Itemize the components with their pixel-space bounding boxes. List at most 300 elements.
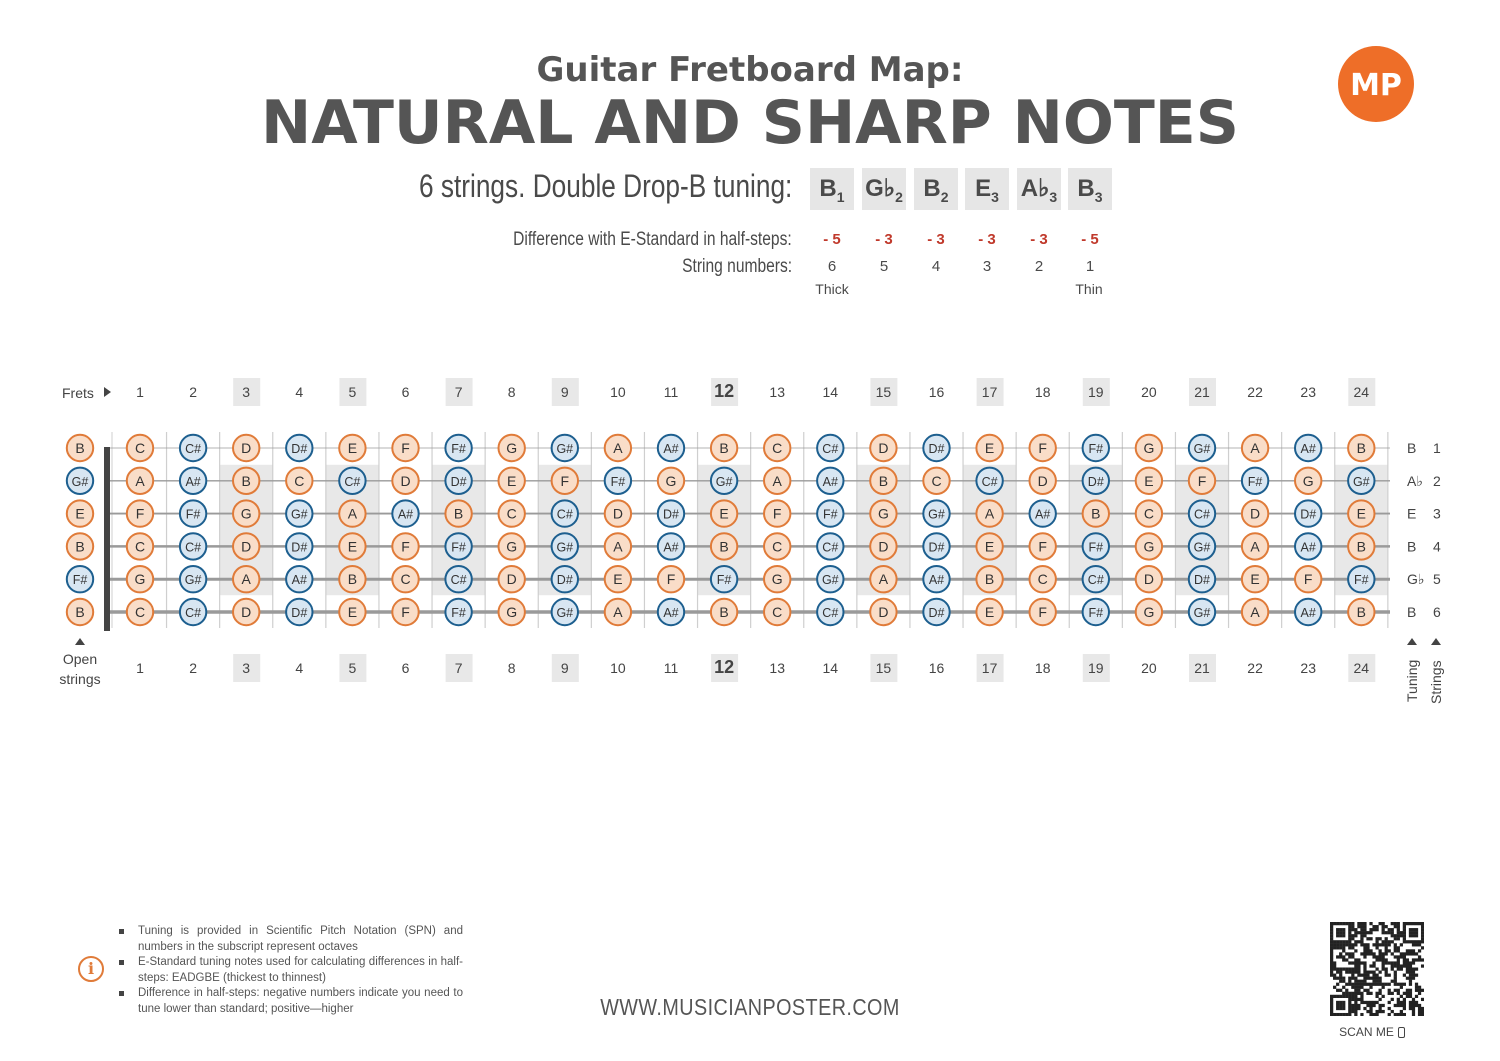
note-label: G — [1302, 472, 1314, 489]
qr-module — [1339, 1007, 1342, 1010]
qr-module — [1351, 943, 1354, 946]
qr-module — [1412, 1004, 1415, 1007]
qr-module — [1382, 961, 1385, 964]
qr-module — [1342, 946, 1345, 949]
qr-module — [1403, 964, 1406, 967]
qr-module — [1372, 983, 1375, 986]
phone-icon — [1398, 1027, 1405, 1038]
note-label: A# — [1035, 507, 1051, 522]
note-label: C# — [344, 474, 361, 489]
fret-number-top: 5 — [348, 384, 357, 400]
qr-module — [1342, 922, 1345, 925]
note-label: C# — [1194, 507, 1210, 522]
qr-module — [1333, 974, 1336, 977]
qr-module — [1372, 980, 1375, 983]
qr-module — [1366, 989, 1369, 992]
qr-module — [1357, 958, 1360, 961]
qr-module — [1357, 986, 1360, 989]
qr-module — [1360, 940, 1363, 943]
half-step-diff: - 3 — [875, 231, 893, 248]
qr-module — [1351, 977, 1354, 980]
qr-module — [1412, 1001, 1415, 1004]
qr-module — [1382, 952, 1385, 955]
qr-module — [1406, 958, 1409, 961]
qr-module — [1397, 925, 1400, 928]
note-label: B — [1356, 440, 1366, 456]
qr-module — [1415, 943, 1418, 946]
note-label: A# — [397, 507, 414, 522]
note-label: A# — [185, 474, 201, 489]
qr-module — [1345, 995, 1348, 998]
qr-module — [1409, 922, 1412, 925]
qr-module — [1342, 1013, 1345, 1016]
qr-code — [1330, 922, 1424, 1016]
qr-module — [1336, 946, 1339, 949]
fret-number-top: 23 — [1300, 384, 1316, 400]
qr-module — [1357, 940, 1360, 943]
qr-module — [1421, 937, 1424, 940]
qr-module — [1351, 1010, 1354, 1013]
note-label: G — [134, 571, 146, 588]
qr-module — [1418, 1004, 1421, 1007]
qr-module — [1339, 971, 1342, 974]
qr-module — [1388, 1007, 1391, 1010]
fret-number-top: 3 — [242, 384, 251, 400]
qr-module — [1394, 949, 1397, 952]
note-label: C# — [822, 540, 839, 555]
note-label: E — [347, 538, 358, 555]
qr-module — [1379, 958, 1382, 961]
qr-module — [1394, 1013, 1397, 1016]
qr-module — [1330, 1013, 1333, 1016]
qr-module — [1397, 946, 1400, 949]
qr-module — [1348, 1010, 1351, 1013]
tuning-note-octave: 1 — [836, 189, 845, 205]
fret-number-bottom: 8 — [507, 660, 516, 676]
qr-module — [1406, 977, 1409, 980]
note-label: A# — [1300, 540, 1316, 555]
qr-module — [1339, 940, 1342, 943]
qr-module — [1333, 961, 1336, 964]
qr-module — [1336, 989, 1339, 992]
qr-module — [1382, 958, 1385, 961]
qr-module — [1342, 931, 1345, 934]
qr-module — [1342, 995, 1345, 998]
string-tuning-note: B — [1407, 538, 1417, 555]
qr-module — [1339, 922, 1342, 925]
note-label: A — [1250, 538, 1260, 555]
qr-module — [1388, 1013, 1391, 1016]
qr-module — [1342, 980, 1345, 983]
poster-subtitle: Guitar Fretboard Map: — [536, 50, 964, 90]
qr-module — [1336, 1013, 1339, 1016]
qr-module — [1354, 934, 1357, 937]
qr-module — [1400, 1004, 1403, 1007]
qr-module — [1385, 937, 1388, 940]
qr-module — [1351, 983, 1354, 986]
fret-number-top: 22 — [1247, 384, 1263, 400]
tuning-note-octave: 2 — [895, 189, 903, 205]
qr-module — [1348, 940, 1351, 943]
note-label: G# — [821, 573, 839, 588]
qr-module — [1339, 967, 1342, 970]
qr-module — [1403, 983, 1406, 986]
qr-module — [1400, 964, 1403, 967]
qr-module — [1394, 925, 1397, 928]
qr-module — [1366, 1010, 1369, 1013]
qr-module — [1369, 1007, 1372, 1010]
qr-module — [1394, 943, 1397, 946]
diff-label: Difference with E-Standard in half-steps: — [513, 229, 792, 250]
qr-module — [1382, 940, 1385, 943]
qr-module — [1379, 980, 1382, 983]
qr-module — [1336, 931, 1339, 934]
qr-module — [1375, 955, 1378, 958]
qr-module — [1339, 928, 1342, 931]
qr-module — [1382, 967, 1385, 970]
qr-module — [1348, 992, 1351, 995]
qr-module — [1415, 1001, 1418, 1004]
qr-module — [1397, 934, 1400, 937]
qr-module — [1333, 922, 1336, 925]
arrow-up-icon — [75, 638, 85, 645]
fret-number-top: 10 — [610, 384, 626, 400]
qr-module — [1330, 937, 1333, 940]
qr-module — [1369, 1004, 1372, 1007]
qr-module — [1412, 934, 1415, 937]
string-tuning-note: E — [1407, 505, 1417, 522]
fret-number-bottom: 24 — [1353, 660, 1370, 676]
qr-module — [1354, 986, 1357, 989]
qr-module — [1382, 943, 1385, 946]
qr-module — [1409, 949, 1412, 952]
note-label: F — [401, 538, 410, 555]
qr-module — [1357, 998, 1360, 1001]
qr-module — [1388, 961, 1391, 964]
note-label: A# — [1300, 442, 1316, 456]
string-number: 4 — [931, 258, 941, 275]
qr-module — [1418, 943, 1421, 946]
qr-module — [1397, 964, 1400, 967]
string-number-right: 5 — [1433, 571, 1441, 588]
fret-number-bottom: 21 — [1194, 660, 1210, 676]
note-label: D# — [291, 442, 308, 456]
note-label: C — [931, 472, 942, 489]
qr-module — [1412, 922, 1415, 925]
qr-module — [1409, 1001, 1412, 1004]
qr-module — [1375, 1010, 1378, 1013]
arrow-up-icon — [1431, 638, 1441, 645]
qr-module — [1336, 928, 1339, 931]
qr-module — [1357, 1007, 1360, 1010]
qr-module — [1336, 995, 1339, 998]
qr-module — [1330, 949, 1333, 952]
qr-module — [1388, 1001, 1391, 1004]
fret-number-top: 9 — [560, 384, 569, 400]
qr-module — [1363, 974, 1366, 977]
qr-module — [1360, 998, 1363, 1001]
qr-module — [1348, 983, 1351, 986]
note-label: D — [878, 538, 889, 555]
fret-number-bottom: 13 — [769, 660, 785, 676]
qr-module — [1330, 922, 1333, 925]
qr-module — [1397, 992, 1400, 995]
qr-module — [1342, 955, 1345, 958]
tuning-note-octave: 3 — [1094, 189, 1103, 205]
qr-module — [1409, 952, 1412, 955]
qr-module — [1345, 971, 1348, 974]
qr-module — [1357, 989, 1360, 992]
note-label: C — [134, 440, 146, 456]
qr-module — [1418, 1010, 1421, 1013]
website-url[interactable]: WWW.MUSICIANPOSTER.COM — [600, 994, 900, 1020]
qr-module — [1406, 952, 1409, 955]
qr-module — [1391, 1010, 1394, 1013]
note-label: C — [506, 505, 517, 522]
string-number: 5 — [879, 258, 889, 275]
qr-module — [1418, 940, 1421, 943]
qr-module — [1336, 967, 1339, 970]
note-label: D — [400, 472, 411, 489]
qr-module — [1360, 986, 1363, 989]
qr-module — [1400, 934, 1403, 937]
fret-number-bottom: 15 — [875, 660, 892, 676]
qr-module — [1360, 925, 1363, 928]
string-number-right: 3 — [1433, 505, 1441, 522]
scan-me-label — [1322, 1025, 1422, 1039]
tuning-note-name: E — [975, 175, 992, 202]
qr-module — [1406, 995, 1409, 998]
qr-module — [1375, 995, 1378, 998]
qr-module — [1406, 964, 1409, 967]
qr-module — [1363, 931, 1366, 934]
qr-module — [1339, 1004, 1342, 1007]
qr-module — [1369, 986, 1372, 989]
note-label: G# — [1193, 606, 1211, 620]
qr-module — [1412, 977, 1415, 980]
note-label: A — [1250, 604, 1260, 620]
note-label: C# — [822, 442, 839, 456]
qr-module — [1394, 955, 1397, 958]
qr-module — [1345, 989, 1348, 992]
string-tuning-note: G♭ — [1407, 571, 1425, 588]
qr-module — [1330, 998, 1333, 1001]
note-label: A# — [663, 606, 679, 620]
qr-module — [1330, 940, 1333, 943]
qr-module — [1339, 931, 1342, 934]
qr-module — [1360, 995, 1363, 998]
fret-number-top: 16 — [928, 384, 945, 400]
note-label: A — [135, 472, 145, 489]
qr-module — [1394, 989, 1397, 992]
qr-module — [1354, 995, 1357, 998]
qr-module — [1400, 1013, 1403, 1016]
qr-module — [1363, 922, 1366, 925]
qr-module — [1330, 961, 1333, 964]
qr-module — [1415, 974, 1418, 977]
qr-module — [1351, 974, 1354, 977]
qr-module — [1333, 986, 1336, 989]
qr-module — [1409, 989, 1412, 992]
qr-module — [1354, 980, 1357, 983]
note-label: F# — [451, 442, 466, 456]
qr-module — [1369, 1001, 1372, 1004]
qr-module — [1330, 1004, 1333, 1007]
note-label: F — [1038, 604, 1047, 620]
qr-module — [1351, 1004, 1354, 1007]
qr-module — [1363, 946, 1366, 949]
qr-module — [1412, 928, 1415, 931]
qr-module — [1354, 992, 1357, 995]
qr-module — [1369, 931, 1372, 934]
qr-module — [1421, 1007, 1424, 1010]
note-label: E — [719, 505, 729, 522]
note-label: F# — [72, 573, 88, 588]
note-label: B — [453, 505, 464, 522]
qr-module — [1397, 955, 1400, 958]
qr-module — [1357, 922, 1360, 925]
qr-module — [1366, 943, 1369, 946]
qr-module — [1394, 937, 1397, 940]
qr-module — [1348, 1013, 1351, 1016]
qr-module — [1375, 940, 1378, 943]
qr-module — [1369, 1013, 1372, 1016]
qr-module — [1403, 925, 1406, 928]
qr-module — [1342, 967, 1345, 970]
note-label: B — [719, 440, 729, 456]
string-number: 1 — [1085, 258, 1095, 275]
note-label: E — [347, 604, 358, 620]
qr-module — [1379, 922, 1382, 925]
qr-module — [1375, 992, 1378, 995]
qr-module — [1339, 977, 1342, 980]
qr-module — [1345, 940, 1348, 943]
note-label: D — [1037, 472, 1048, 489]
qr-module — [1363, 971, 1366, 974]
qr-module — [1351, 995, 1354, 998]
fret-number-top: 2 — [189, 384, 197, 400]
thick-label: Thick — [815, 281, 849, 297]
qr-module — [1421, 998, 1424, 1001]
string-number: 3 — [982, 258, 992, 275]
note-label: E — [1144, 472, 1154, 489]
qr-module — [1339, 989, 1342, 992]
qr-module — [1379, 998, 1382, 1001]
qr-module — [1375, 946, 1378, 949]
qr-module — [1379, 955, 1382, 958]
qr-module — [1412, 961, 1415, 964]
qr-module — [1357, 961, 1360, 964]
tuning-note-name: B — [819, 175, 837, 202]
note-label: C# — [822, 606, 839, 620]
note-label: B — [75, 440, 85, 456]
qr-module — [1403, 931, 1406, 934]
qr-module — [1342, 986, 1345, 989]
qr-module — [1382, 928, 1385, 931]
qr-module — [1375, 1013, 1378, 1016]
qr-module — [1403, 958, 1406, 961]
qr-module — [1397, 983, 1400, 986]
qr-module — [1385, 925, 1388, 928]
qr-module — [1336, 983, 1339, 986]
qr-module — [1354, 971, 1357, 974]
note-label: D — [1143, 571, 1154, 588]
qr-module — [1415, 940, 1418, 943]
fret-number-top: 20 — [1141, 384, 1157, 400]
qr-module — [1357, 964, 1360, 967]
fret-number-bottom: 14 — [822, 660, 839, 676]
qr-module — [1372, 943, 1375, 946]
note-label: E — [347, 440, 358, 456]
qr-module — [1394, 974, 1397, 977]
fret-number-bottom: 5 — [348, 660, 357, 676]
qr-module — [1385, 931, 1388, 934]
qr-module — [1397, 998, 1400, 1001]
note-label: D# — [556, 573, 573, 588]
qr-module — [1379, 1004, 1382, 1007]
fret-number-bottom: 1 — [136, 660, 144, 676]
qr-module — [1348, 1004, 1351, 1007]
fret-number-bottom: 4 — [295, 660, 304, 676]
qr-module — [1330, 1010, 1333, 1013]
qr-module — [1418, 955, 1421, 958]
qr-module — [1421, 940, 1424, 943]
note-label: E — [1250, 571, 1260, 588]
qr-module — [1348, 995, 1351, 998]
qr-module — [1415, 952, 1418, 955]
qr-module — [1357, 931, 1360, 934]
qr-module — [1339, 934, 1342, 937]
note-label: C# — [1087, 573, 1104, 588]
qr-module — [1369, 949, 1372, 952]
arrow-up-icon — [1407, 638, 1417, 645]
qr-module — [1406, 922, 1409, 925]
qr-module — [1372, 928, 1375, 931]
qr-module — [1363, 983, 1366, 986]
qr-module — [1363, 961, 1366, 964]
qr-module — [1400, 943, 1403, 946]
note-label: D — [878, 604, 889, 620]
qr-module — [1354, 1010, 1357, 1013]
qr-module — [1391, 998, 1394, 1001]
note-label: D — [241, 440, 252, 456]
qr-module — [1354, 1007, 1357, 1010]
note-label: A — [613, 538, 623, 555]
qr-module — [1409, 934, 1412, 937]
note-label: E — [507, 472, 517, 489]
qr-module — [1354, 940, 1357, 943]
qr-module — [1403, 1007, 1406, 1010]
qr-module — [1336, 977, 1339, 980]
note-label: D# — [928, 606, 945, 620]
frets-label: Frets — [62, 385, 94, 401]
qr-module — [1388, 931, 1391, 934]
fret-number-bottom: 11 — [663, 660, 679, 676]
fret-number-top: 12 — [714, 381, 735, 401]
note-label: E — [75, 505, 85, 522]
fret-number-top: 15 — [875, 384, 892, 400]
qr-module — [1412, 1010, 1415, 1013]
qr-module — [1330, 967, 1333, 970]
nut — [104, 447, 110, 631]
arrow-right-icon — [104, 387, 111, 397]
qr-module — [1354, 949, 1357, 952]
note-label: F — [135, 505, 145, 522]
note-label: F# — [451, 540, 466, 555]
qr-module — [1348, 980, 1351, 983]
qr-module — [1382, 1010, 1385, 1013]
qr-module — [1360, 943, 1363, 946]
